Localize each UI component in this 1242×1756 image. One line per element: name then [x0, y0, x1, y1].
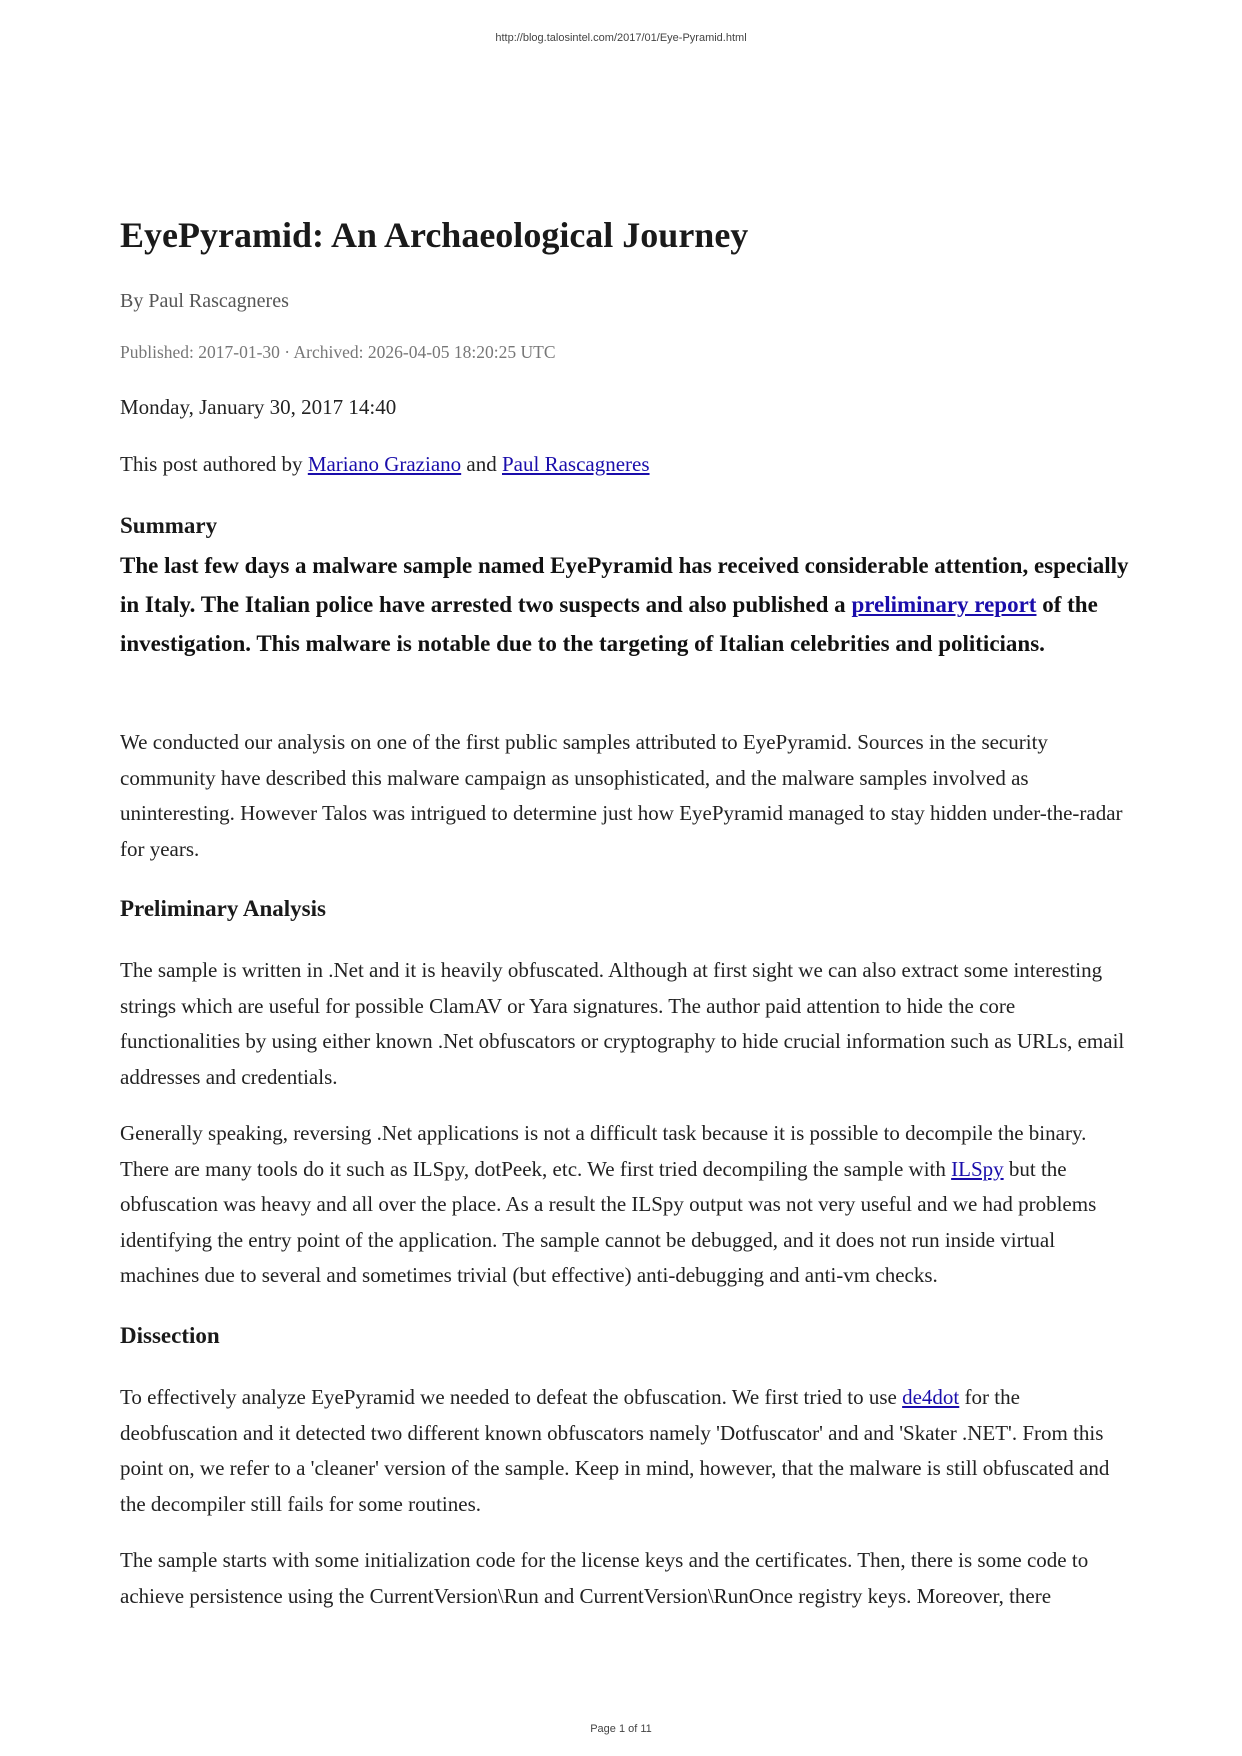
page-number: Page 1 of 11: [590, 1723, 652, 1735]
dissection-heading: Dissection: [120, 1323, 220, 1348]
summary-text: The last few days a malware sample named EyePyramid has received considerable attention, especially in Italy. The Italian police have arrested two suspects and also published a: [120, 553, 1129, 617]
publish-info: Published: 2017-01-30 · Archived: 2026-04-05 18:20:25 UTC: [120, 342, 556, 362]
paragraph-intro: We conducted our analysis on one of the first public samples attributed to EyePyramid. Sources in the security community have described this malware campaign as unsophisticated, and the malware samples involved as uninteresting. However Talos was intrigued to determine just how EyePyramid managed to stay hidden under-the-radar for years.: [120, 730, 1123, 861]
page-url-header: http://blog.talosintel.com/2017/01/Eye-Pyramid.html: [495, 32, 747, 44]
de4dot-link[interactable]: de4dot: [902, 1385, 960, 1409]
ilspy-link[interactable]: ILSpy: [951, 1156, 1004, 1181]
paragraph-preliminary: The sample is written in .Net and it is heavily obfuscated. Although at first sight we can also extract some interesting strings which are useful for possible ClamAV or Yara signatures. The author paid attention to hide the core functionalities by using either known .Net obfuscators or cryptography to hide crucial information such as URLs, email addresses and credentials.: [120, 958, 1125, 1089]
summary-text-end: of the investigation. This malware is notable due to the targeting of Italian celebrities and politicians.: [120, 592, 1098, 656]
paragraph-initialization: The sample starts with some initialization code for the license keys and the certificates. Then, there is some code to achieve persistence using the CurrentVersion\Run and CurrentVersion\RunOnce registry keys. Moreover, there: [120, 1548, 1089, 1608]
authors-line: [120, 452, 1130, 477]
preliminary-report-link[interactable]: preliminary report: [851, 592, 1037, 617]
byline: By Paul Rascagneres: [120, 290, 289, 312]
summary-paragraph: [120, 546, 1130, 663]
dissection-text-end: for the deobfuscation and it detected two different known obfuscators namely 'Dotfuscator' and and 'Skater .NET'. From this point on, we refer to a 'cleaner' version of the sample. Keep in mind, however, that the malware is still obfuscated and the decompiler still fails for some routines.: [120, 1385, 1110, 1516]
author-link-graziano[interactable]: Mariano Graziano: [307, 452, 462, 476]
summary-heading: Summary: [120, 513, 218, 538]
reversing-text: Generally speaking, reversing .Net applications is not a difficult task because it is possible to decompile the binary. There are many tools do it such as ILSpy, dotPeek, etc. We first tried decompiling the sample with: [120, 1121, 1087, 1181]
authors-prefix: This post authored by: [120, 452, 308, 476]
paragraph-dissection: [120, 1380, 1130, 1522]
preliminary-analysis-heading: Preliminary Analysis: [120, 896, 326, 921]
authors-and: and: [461, 452, 502, 476]
reversing-text-end: but the obfuscation was heavy and all over the place. As a result the ILSpy output was not very useful and we had problems identifying the entry point of the application. The sample cannot be debugged, and it does not run inside virtual machines due to several and sometimes trivial (but effective) anti-debugging and anti-vm checks.: [120, 1156, 1097, 1287]
paragraph-reversing: [120, 1116, 1130, 1294]
article-title: EyePyramid: An Archaeological Journey: [120, 215, 749, 255]
dissection-text: To effectively analyze EyePyramid we needed to defeat the obfuscation. We first tried to use: [120, 1385, 903, 1409]
author-link-rascagneres[interactable]: Paul Rascagneres: [502, 452, 650, 476]
post-date: Monday, January 30, 2017 14:40: [120, 395, 397, 419]
